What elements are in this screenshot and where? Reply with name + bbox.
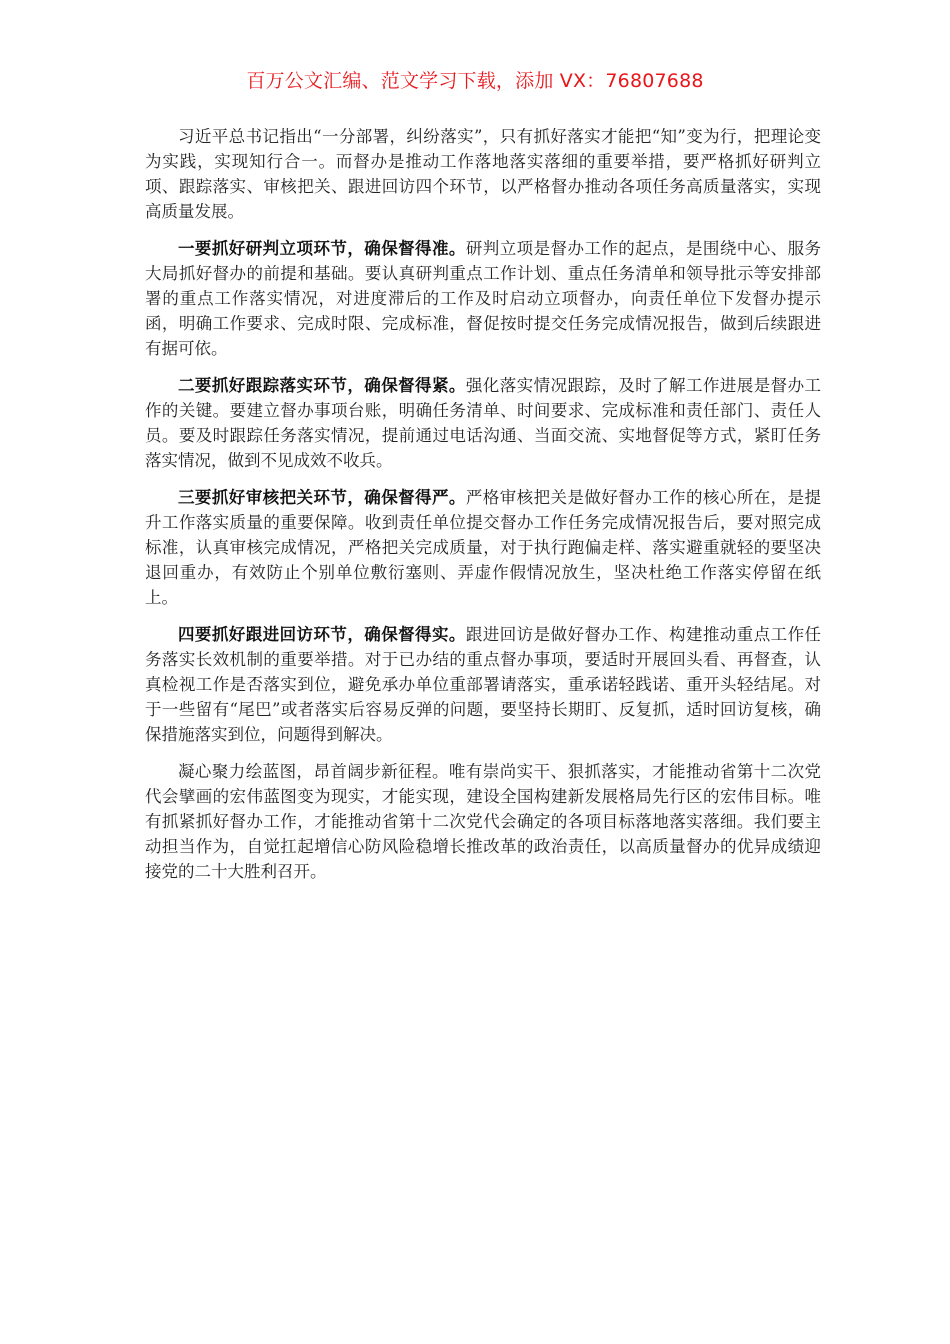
paragraph-text: 强化落实情况跟踪，及时了解工作进展是督办工作的关键。要建立督办事项台账，明确任务清单、时间要求、完成标准和责任部门、责任人员。要及时跟踪任务落实情况，提前通过电话沟通、当面交流、实地督促等方式，紧盯任务落实情况，做到不见成效不收兵。 <box>145 376 822 470</box>
paragraph-lead: 二要抓好跟踪落实环节，确保督得紧。 <box>178 376 466 395</box>
paragraph-text: 研判立项是督办工作的起点，是围绕中心、服务大局抓好督办的前提和基础。要认真研判重点工作计划、重点任务清单和领导批示等安排部署的重点工作落实情况，对进度滞后的工作及时启动立项督办，向责任单位下发督办提示函，明确工作要求、完成时限、完成标准，督促按时提交任务完成情况报告，做到后续跟进有据可依。 <box>145 239 822 358</box>
paragraph-lead: 四要抓好跟进回访环节，确保督得实。 <box>178 625 466 644</box>
watermark-header: 百万公文汇编、范文学习下载，添加 VX：76807688 <box>246 70 704 92</box>
paragraph-text: 凝心聚力绘蓝图，昂首阔步新征程。唯有崇尚实干、狠抓落实，才能推动省第十二次党代会擘画的宏伟蓝图变为现实，才能实现，建设全国构建新发展格局先行区的宏伟目标。唯有抓紧抓好督办工作，才能推动省第十二次党代会确定的各项目标落地落实落细。我们要主动担当作为，自觉扛起增信心防风险稳增长推改革的政治责任，以高质量督办的优异成绩迎接党的二十大胜利召开。 <box>145 762 821 881</box>
paragraph-point-1 <box>145 236 821 361</box>
paragraph-text: 习近平总书记指出“一分部署，纠纷落实”，只有抓好落实才能把“知”变为行，把理论变为实践，实现知行合一。而督办是推动工作落地落实落细的重要举措，要严格抓好研判立项、跟踪落实、审核把关、跟进回访四个环节，以严格督办推动各项任务高质量落实，实现高质量发展。 <box>145 127 821 221</box>
paragraph-point-4 <box>145 622 821 747</box>
paragraph-conclusion <box>145 759 821 884</box>
paragraph-point-2 <box>145 373 821 473</box>
paragraph-lead: 一要抓好研判立项环节，确保督得准。 <box>178 239 466 258</box>
paragraph-lead: 三要抓好审核把关环节，确保督得严。 <box>178 488 466 507</box>
paragraph-intro <box>145 124 821 224</box>
paragraph-point-3 <box>145 485 821 610</box>
paragraph-text: 跟进回访是做好督办工作、构建推动重点工作任务落实长效机制的重要举措。对于已办结的重点督办事项，要适时开展回头看、再督查，认真检视工作是否落实到位，避免承办单位重部署请落实，重承诺轻践诺、重开头轻结尾。对于一些留有“尾巴”或者落实后容易反弹的问题，要坚持长期盯、反复抓，适时回访复核，确保措施落实到位，问题得到解决。 <box>145 625 822 744</box>
document-body <box>145 124 821 896</box>
paragraph-text: 严格审核把关是做好督办工作的核心所在，是提升工作落实质量的重要保障。收到责任单位提交督办工作任务完成情况报告后，要对照完成标准，认真审核完成情况，严格把关完成质量，对于执行跑偏走样、落实避重就轻的要坚决退回重办，有效防止个别单位敷衍塞则、弄虚作假情况放生，坚决杜绝工作落实停留在纸上。 <box>145 488 822 607</box>
